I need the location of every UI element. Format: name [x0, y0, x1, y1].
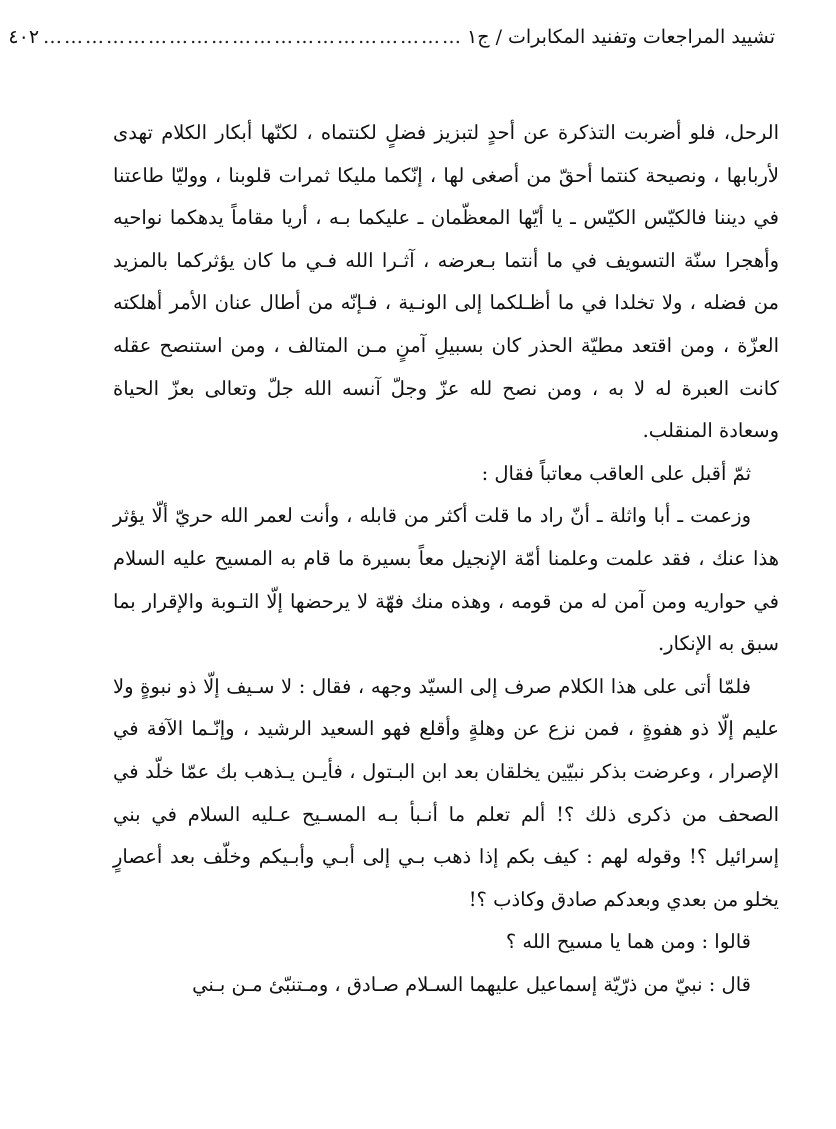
header-leader-dots: ……………………………………………………	[43, 26, 464, 48]
running-title: تشييد المراجعات وتفنيد المكابرات / ج١	[467, 26, 775, 48]
paragraph: ثمّ أقبل على العاقب معاتباً فقال :	[481, 461, 751, 485]
paragraph: قالوا : ومن هما يا مسيح الله ؟	[505, 930, 751, 954]
body-text	[113, 112, 779, 1006]
page-number: ٤٠٢	[8, 26, 40, 48]
paragraph: وزعمت ـ أبا واثلة ـ أنّ راد ما قلت أكثر من قابله ، وأنت لعمر الله حريّ ألّا يؤثر هذا عنك ، فقد علمت وعلمنا أمّة الإنجيل معاً بسيرة ما قام به المسيح عليه السلام في حواريه ومن آمن له من قومه ، وهذه منك فهّة لا يرحضها إلّا التـوبة والإقرار بما سبق به الإنكار.	[113, 504, 779, 656]
paragraph: فلمّا أتى على هذا الكلام صرف إلى السيّد وجهه ، فقال : لا سـيف إلّا ذو نبوةٍ ولا عليم إلّا ذو هفوةٍ ، فمن نزع عن وهلةٍ وأقلع فهو السعيد الرشيد ، وإنّـما الآفة في الإصرار ، وعرضت بذكر نبيّين يخلقان بعد ابن البـتول ، فأيـن يـذهب بك عمّا خلّد في الصحف من ذكرى ذلك ؟! ألم تعلم ما أنـبأ بـه المسـيح عـليه السلام في بني إسرائيل ؟! وقوله لهم : كيف بكم إذا ذهب بـي إلى أبـي وأبـيكم وخلّف بعد أعصارٍ يخلو من بعدي وبعدكم صادق وكاذب ؟!	[113, 674, 779, 911]
book-page	[8, 26, 779, 1116]
paragraph: الرحل، فلو أضربت التذكرة عن أحدٍ لتبزيز فضلٍ لكنتماه ، لكنّها أبكار الكلام تهدى لأربابها ، ونصيحة كنتما أحقّ من أصغى لها ، إنّكما مليكا ثمرات قلوبنا ، ووليّا طاعتنا في ديننا فالكيّس الكيّس ـ يا أيّها المعظّمان ـ عليكما بـه ، أريا مقاماً يدهكما نواحيه وأهجرا سنّة التسويف في ما أنتما بـعرضه ، آثـرا الله فـي ما كان يؤثركما بالمزيد من فضله ، ولا تخلدا في ما أظـلكما إلى الونـية ، فـإنّه من أطال عنان الأمر أهلكته العزّة ، ومن اقتعد مطيّة الحذر كان بسبيلِ آمنٍ مـن المتالف ، ومن استنصح عقله كانت العبرة له لا به ، ومن نصح لله عزّ وجلّ آنسه الله جلّ وتعالى بعزّ الحياة وسعادة المنقلب.	[113, 121, 779, 443]
paragraph: قال : نبيّ من ذرّيّة إسماعيل عليهما السـلام صـادق ، ومـتنبّئ مـن بـني	[192, 972, 751, 996]
running-header	[8, 26, 779, 66]
